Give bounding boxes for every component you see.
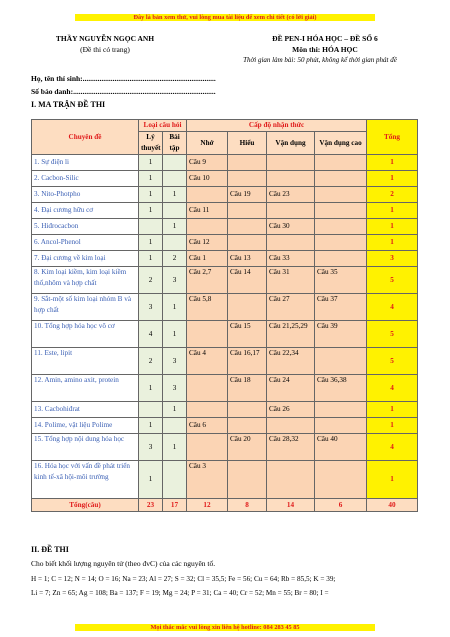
- cell-vdc: Câu 36,38: [315, 375, 367, 402]
- cell-nho: Câu 1: [187, 251, 228, 267]
- total-tong: 40: [367, 499, 418, 512]
- header-remember: Nhớ: [187, 132, 228, 155]
- exam-subject: Môn thi: HÓA HỌC: [292, 45, 358, 54]
- cell-lt: 1: [139, 187, 163, 203]
- atomic-mass-line-2: Li = 7; Zn = 65; Ag = 108; Ba = 137; F = 19; Mg = 24; P = 31; Ca = 40; Cr = 52; Mn = 55; Br = 80; I =: [31, 589, 329, 597]
- cell-hieu: [228, 155, 267, 171]
- cell-hieu: [228, 294, 267, 321]
- total-vdc: 6: [315, 499, 367, 512]
- cell-vd: Câu 33: [267, 251, 315, 267]
- table-row: [32, 418, 418, 434]
- cell-vd: Câu 28,32: [267, 434, 315, 461]
- cell-tong: 3: [367, 251, 418, 267]
- cell-bt: [163, 461, 187, 499]
- cell-tong: 1: [367, 461, 418, 499]
- section-matrix-heading: I. MA TRẬN ĐỀ THI: [31, 100, 106, 109]
- cell-vdc: [315, 348, 367, 375]
- table-row: [32, 294, 418, 321]
- table-row: [32, 155, 418, 171]
- cell-nho: Câu 3: [187, 461, 228, 499]
- cell-nho: [187, 375, 228, 402]
- cell-topic: 1. Sự điện li: [32, 155, 139, 171]
- cell-hieu: Câu 15: [228, 321, 267, 348]
- cell-nho: [187, 219, 228, 235]
- cell-vdc: Câu 37: [315, 294, 367, 321]
- cell-vdc: Câu 35: [315, 267, 367, 294]
- header-theory: Lý thuyết: [139, 132, 163, 155]
- cell-bt: [163, 171, 187, 187]
- total-row: [32, 499, 418, 512]
- cell-nho: Câu 5,8: [187, 294, 228, 321]
- cell-tong: 5: [367, 321, 418, 348]
- cell-nho: Câu 2,7: [187, 267, 228, 294]
- cell-bt: 1: [163, 187, 187, 203]
- total-lt: 23: [139, 499, 163, 512]
- hotline-banner: Mọi thắc mắc vui lòng xin liên hệ hotline: 084 283 45 85: [75, 624, 375, 631]
- atomic-mass-line-1: H = 1; C = 12; N = 14; O = 16; Na = 23; Al = 27; S = 32; Cl = 35,5; Fe = 56; Cu = 64; Rb = 85,5; K = 39;: [31, 575, 336, 583]
- candidate-id-line: Số báo danh:............................................................................: [31, 87, 216, 96]
- cell-nho: Câu 4: [187, 348, 228, 375]
- cell-nho: Câu 11: [187, 203, 228, 219]
- cell-vd: [267, 235, 315, 251]
- cell-lt: 1: [139, 235, 163, 251]
- cell-bt: [163, 203, 187, 219]
- cell-tong: 4: [367, 294, 418, 321]
- cell-vd: Câu 26: [267, 402, 315, 418]
- cell-vd: [267, 155, 315, 171]
- cell-vd: Câu 30: [267, 219, 315, 235]
- cell-topic: 16. Hóa học với vấn đề phát triển kinh tế-xã hội-môi trường: [32, 461, 139, 499]
- cell-hieu: Câu 19: [228, 187, 267, 203]
- header-total: Tổng: [367, 120, 418, 155]
- cell-topic: 11. Este, lipit: [32, 348, 139, 375]
- cell-bt: 2: [163, 251, 187, 267]
- atomic-mass-intro: Cho biết khối lượng nguyên tử (theo đvC) của các nguyên tố.: [31, 559, 216, 568]
- preview-banner: Đây là bản xem thử, vui lòng mua tài liệu để xem chi tiết (có lời giải): [75, 14, 375, 21]
- cell-hieu: [228, 235, 267, 251]
- cell-tong: 1: [367, 155, 418, 171]
- cell-vd: Câu 24: [267, 375, 315, 402]
- cell-lt: 2: [139, 267, 163, 294]
- cell-topic: 8. Kim loại kiềm, kim loại kiềm thổ,nhôm và hợp chất: [32, 267, 139, 294]
- cell-vdc: [315, 402, 367, 418]
- cell-hieu: [228, 402, 267, 418]
- cell-hieu: [228, 219, 267, 235]
- cell-vd: [267, 461, 315, 499]
- total-label: Tổng(câu): [32, 499, 139, 512]
- cell-nho: [187, 434, 228, 461]
- cell-vdc: Câu 39: [315, 321, 367, 348]
- cell-lt: 1: [139, 155, 163, 171]
- cell-lt: 1: [139, 203, 163, 219]
- cell-vdc: Câu 40: [315, 434, 367, 461]
- cell-topic: 14. Polime, vật liệu Polime: [32, 418, 139, 434]
- cell-nho: [187, 321, 228, 348]
- candidate-name-line: Họ, tên thí sinh:.......................................................................: [31, 74, 216, 83]
- cell-bt: 3: [163, 348, 187, 375]
- table-row: [32, 251, 418, 267]
- header-understand: Hiểu: [228, 132, 267, 155]
- cell-hieu: Câu 18: [228, 375, 267, 402]
- cell-vdc: [315, 203, 367, 219]
- cell-hieu: Câu 13: [228, 251, 267, 267]
- cell-bt: 3: [163, 267, 187, 294]
- table-row: [32, 203, 418, 219]
- exam-title: ĐỀ PEN-I HÓA HỌC – ĐỀ SỐ 6: [272, 34, 378, 43]
- header-apply-high: Vận dụng cao: [315, 132, 367, 155]
- table-row: [32, 235, 418, 251]
- cell-vd: Câu 21,25,29: [267, 321, 315, 348]
- cell-bt: [163, 235, 187, 251]
- table-row: [32, 375, 418, 402]
- section-exam-heading: II. ĐỀ THI: [31, 545, 69, 554]
- cell-hieu: [228, 461, 267, 499]
- cell-topic: 12. Amin, amino axit, protein: [32, 375, 139, 402]
- cell-topic: 15. Tổng hợp nội dung hóa học: [32, 434, 139, 461]
- cell-hieu: [228, 203, 267, 219]
- table-row: [32, 321, 418, 348]
- cell-lt: 1: [139, 251, 163, 267]
- cell-bt: 1: [163, 219, 187, 235]
- cell-bt: [163, 418, 187, 434]
- cell-lt: 4: [139, 321, 163, 348]
- cell-topic: 13. Cacbohiđrat: [32, 402, 139, 418]
- table-row: [32, 187, 418, 203]
- exam-time: Thời gian làm bài: 50 phút, không kể thời gian phát đề: [243, 56, 397, 64]
- header-topic: Chuyên đề: [32, 120, 139, 155]
- cell-vdc: [315, 155, 367, 171]
- cell-nho: [187, 402, 228, 418]
- cell-nho: Câu 9: [187, 155, 228, 171]
- cell-tong: 4: [367, 375, 418, 402]
- cell-vd: [267, 171, 315, 187]
- cell-hieu: [228, 418, 267, 434]
- cell-bt: 3: [163, 375, 187, 402]
- total-vd: 14: [267, 499, 315, 512]
- cell-vdc: [315, 461, 367, 499]
- cell-nho: Câu 6: [187, 418, 228, 434]
- cell-lt: 1: [139, 418, 163, 434]
- cell-nho: Câu 12: [187, 235, 228, 251]
- cell-tong: 2: [367, 187, 418, 203]
- cell-lt: 1: [139, 461, 163, 499]
- cell-tong: 5: [367, 267, 418, 294]
- cell-bt: [163, 155, 187, 171]
- table-row: [32, 219, 418, 235]
- header-cognitive-level: Cấp độ nhận thức: [187, 120, 367, 132]
- cell-nho: Câu 10: [187, 171, 228, 187]
- header-question-type: Loại câu hỏi: [139, 120, 187, 132]
- cell-topic: 3. Nito-Photpho: [32, 187, 139, 203]
- cell-tong: 1: [367, 203, 418, 219]
- cell-vdc: [315, 171, 367, 187]
- cell-vd: [267, 418, 315, 434]
- cell-tong: 1: [367, 235, 418, 251]
- cell-vd: [267, 203, 315, 219]
- cell-tong: 1: [367, 402, 418, 418]
- total-hieu: 8: [228, 499, 267, 512]
- cell-lt: 2: [139, 348, 163, 375]
- cell-lt: 3: [139, 294, 163, 321]
- cell-tong: 1: [367, 219, 418, 235]
- total-nho: 12: [187, 499, 228, 512]
- cell-vdc: [315, 418, 367, 434]
- cell-bt: 1: [163, 434, 187, 461]
- table-row: [32, 267, 418, 294]
- cell-bt: 1: [163, 321, 187, 348]
- cell-tong: 4: [367, 434, 418, 461]
- cell-lt: [139, 219, 163, 235]
- table-row: [32, 461, 418, 499]
- table-row: [32, 348, 418, 375]
- cell-hieu: Câu 16,17: [228, 348, 267, 375]
- cell-vd: Câu 23: [267, 187, 315, 203]
- cell-vdc: [315, 219, 367, 235]
- cell-topic: 2. Cacbon-Silic: [32, 171, 139, 187]
- cell-topic: 5. Hiđrocacbon: [32, 219, 139, 235]
- cell-tong: 1: [367, 418, 418, 434]
- cell-tong: 1: [367, 171, 418, 187]
- header-exercise: Bài tập: [163, 132, 187, 155]
- cell-lt: 1: [139, 171, 163, 187]
- cell-lt: 1: [139, 375, 163, 402]
- cell-hieu: [228, 171, 267, 187]
- cell-vdc: [315, 187, 367, 203]
- cell-hieu: Câu 14: [228, 267, 267, 294]
- cell-hieu: Câu 20: [228, 434, 267, 461]
- page-count: (Đề thi có trang): [80, 45, 130, 54]
- cell-bt: 1: [163, 294, 187, 321]
- cell-vd: Câu 31: [267, 267, 315, 294]
- cell-lt: [139, 402, 163, 418]
- cell-nho: [187, 187, 228, 203]
- table-row: [32, 171, 418, 187]
- author-name: THẦY NGUYỄN NGỌC ANH: [55, 34, 155, 43]
- cell-topic: 10. Tổng hợp hóa học vô cơ: [32, 321, 139, 348]
- exam-matrix-table: [31, 119, 418, 512]
- cell-vd: Câu 27: [267, 294, 315, 321]
- header-apply: Vận dụng: [267, 132, 315, 155]
- table-row: [32, 434, 418, 461]
- table-row: [32, 402, 418, 418]
- cell-vdc: [315, 251, 367, 267]
- cell-vdc: [315, 235, 367, 251]
- total-bt: 17: [163, 499, 187, 512]
- cell-lt: 3: [139, 434, 163, 461]
- cell-bt: 1: [163, 402, 187, 418]
- cell-topic: 4. Đại cương hữu cơ: [32, 203, 139, 219]
- cell-tong: 5: [367, 348, 418, 375]
- cell-vd: Câu 22,34: [267, 348, 315, 375]
- cell-topic: 6. Ancol-Phenol: [32, 235, 139, 251]
- cell-topic: 9. Sắt-một số kim loại nhóm B và hợp chất: [32, 294, 139, 321]
- cell-topic: 7. Đại cương về kim loại: [32, 251, 139, 267]
